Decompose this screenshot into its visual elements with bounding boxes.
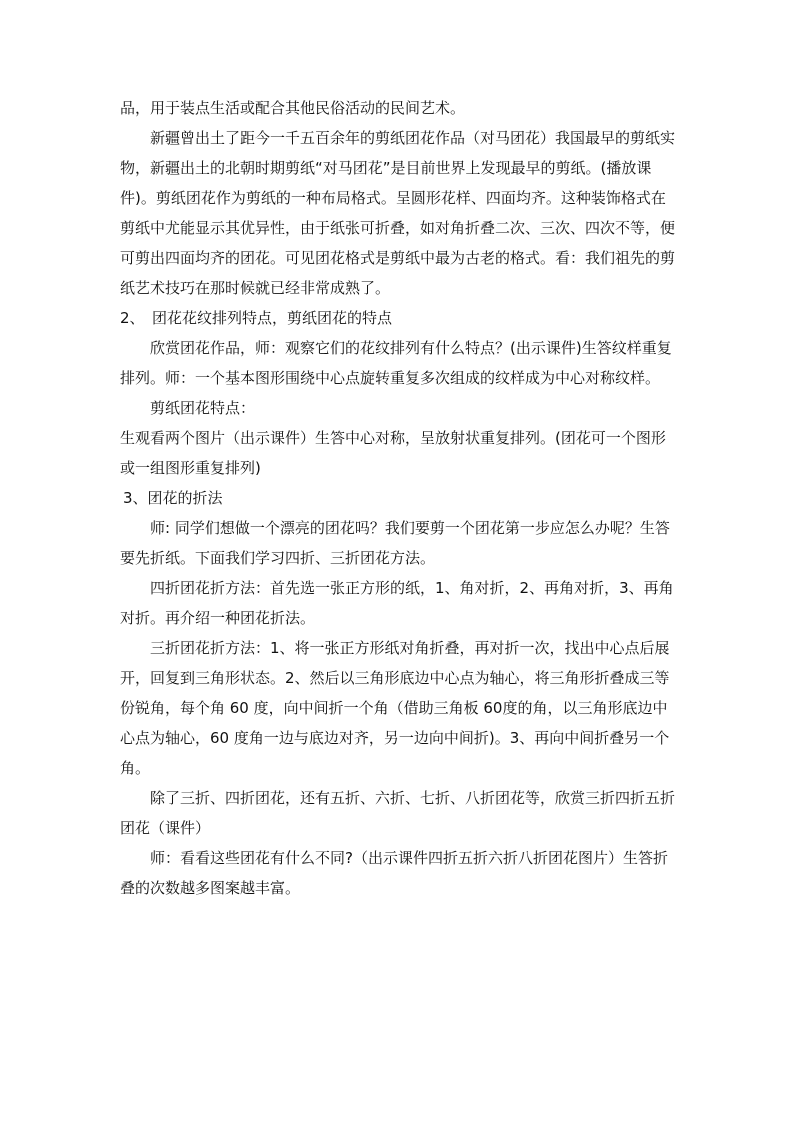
paragraph-three-fold-method: 三折团花折方法：1、将一张正方形纸对角折叠，再对折一次，找出中心点后展开，回复到三角形状态。2、然后以三角形底边中心点为轴心，将三角形折叠成三等份锐角，每个角 60 度，向中间折一个角（借助三角板 60度的角，以三角形底边中心点为轴心，60 度角一边与底边对齐，另一边向中间折)。3、再向中间折叠另一个角。 xyxy=(120,639,670,777)
paragraph-pattern-appreciation: 欣赏团花作品，师：观察它们的花纹排列有什么特点？(出示课件)生答纹样重复排列。师：一个基本图形围绕中心点旋转重复多次组成的纹样成为中心对称纹样。 xyxy=(120,339,672,387)
document-page xyxy=(120,93,676,903)
paragraph-features-label: 剪纸团花特点： xyxy=(150,399,256,417)
paragraph-features-answer: 生观看两个图片（出示课件）生答中心对称，呈放射状重复排列。(团花可一个图形或一组图形重复排列) xyxy=(120,429,666,477)
paragraph-comparison: 师：看看这些团花有什么不同?（出示课件四折五折六折八折团花图片）生答折叠的次数越多图案越丰富。 xyxy=(120,849,668,897)
paragraph-four-fold-method: 四折团花折方法：首先选一张正方形的纸，1、角对折，2、再角对折，3、再角对折。再介绍一种团花折法。 xyxy=(120,579,674,627)
section-heading-3: 3、团花的折法 xyxy=(123,489,223,507)
paragraph-folding-intro: 师: 同学们想做一个漂亮的团花吗？我们要剪一个团花第一步应怎么办呢？生答要先折纸。下面我们学习四折、三折团花方法。 xyxy=(120,519,670,567)
paragraph-more-folds: 除了三折、四折团花，还有五折、六折、七折、八折团花等，欣赏三折四折五折团花（课件） xyxy=(120,789,676,837)
section-heading-2: 2、 团花花纹排列特点，剪纸团花的特点 xyxy=(120,309,393,327)
paragraph-xinjiang-history: 新疆曾出土了距今一千五百余年的剪纸团花作品（对马团花）我国最早的剪纸实物，新疆出土的北朝时期剪纸“对马团花”是目前世界上发现最早的剪纸。(播放课件)。剪纸团花作为剪纸的一种布局格式。呈圆形花样、四面均齐。这种装饰格式在剪纸中尤能显示其优异性，由于纸张可折叠，如对角折叠二次、三次、四次不等，便可剪出四面均齐的团花。可见团花格式是剪纸中最为古老的格式。看：我们祖先的剪纸艺术技巧在那时候就已经非常成熟了。 xyxy=(120,129,676,297)
paragraph-continuation: 品，用于装点生活或配合其他民俗活动的民间艺术。 xyxy=(120,99,466,117)
